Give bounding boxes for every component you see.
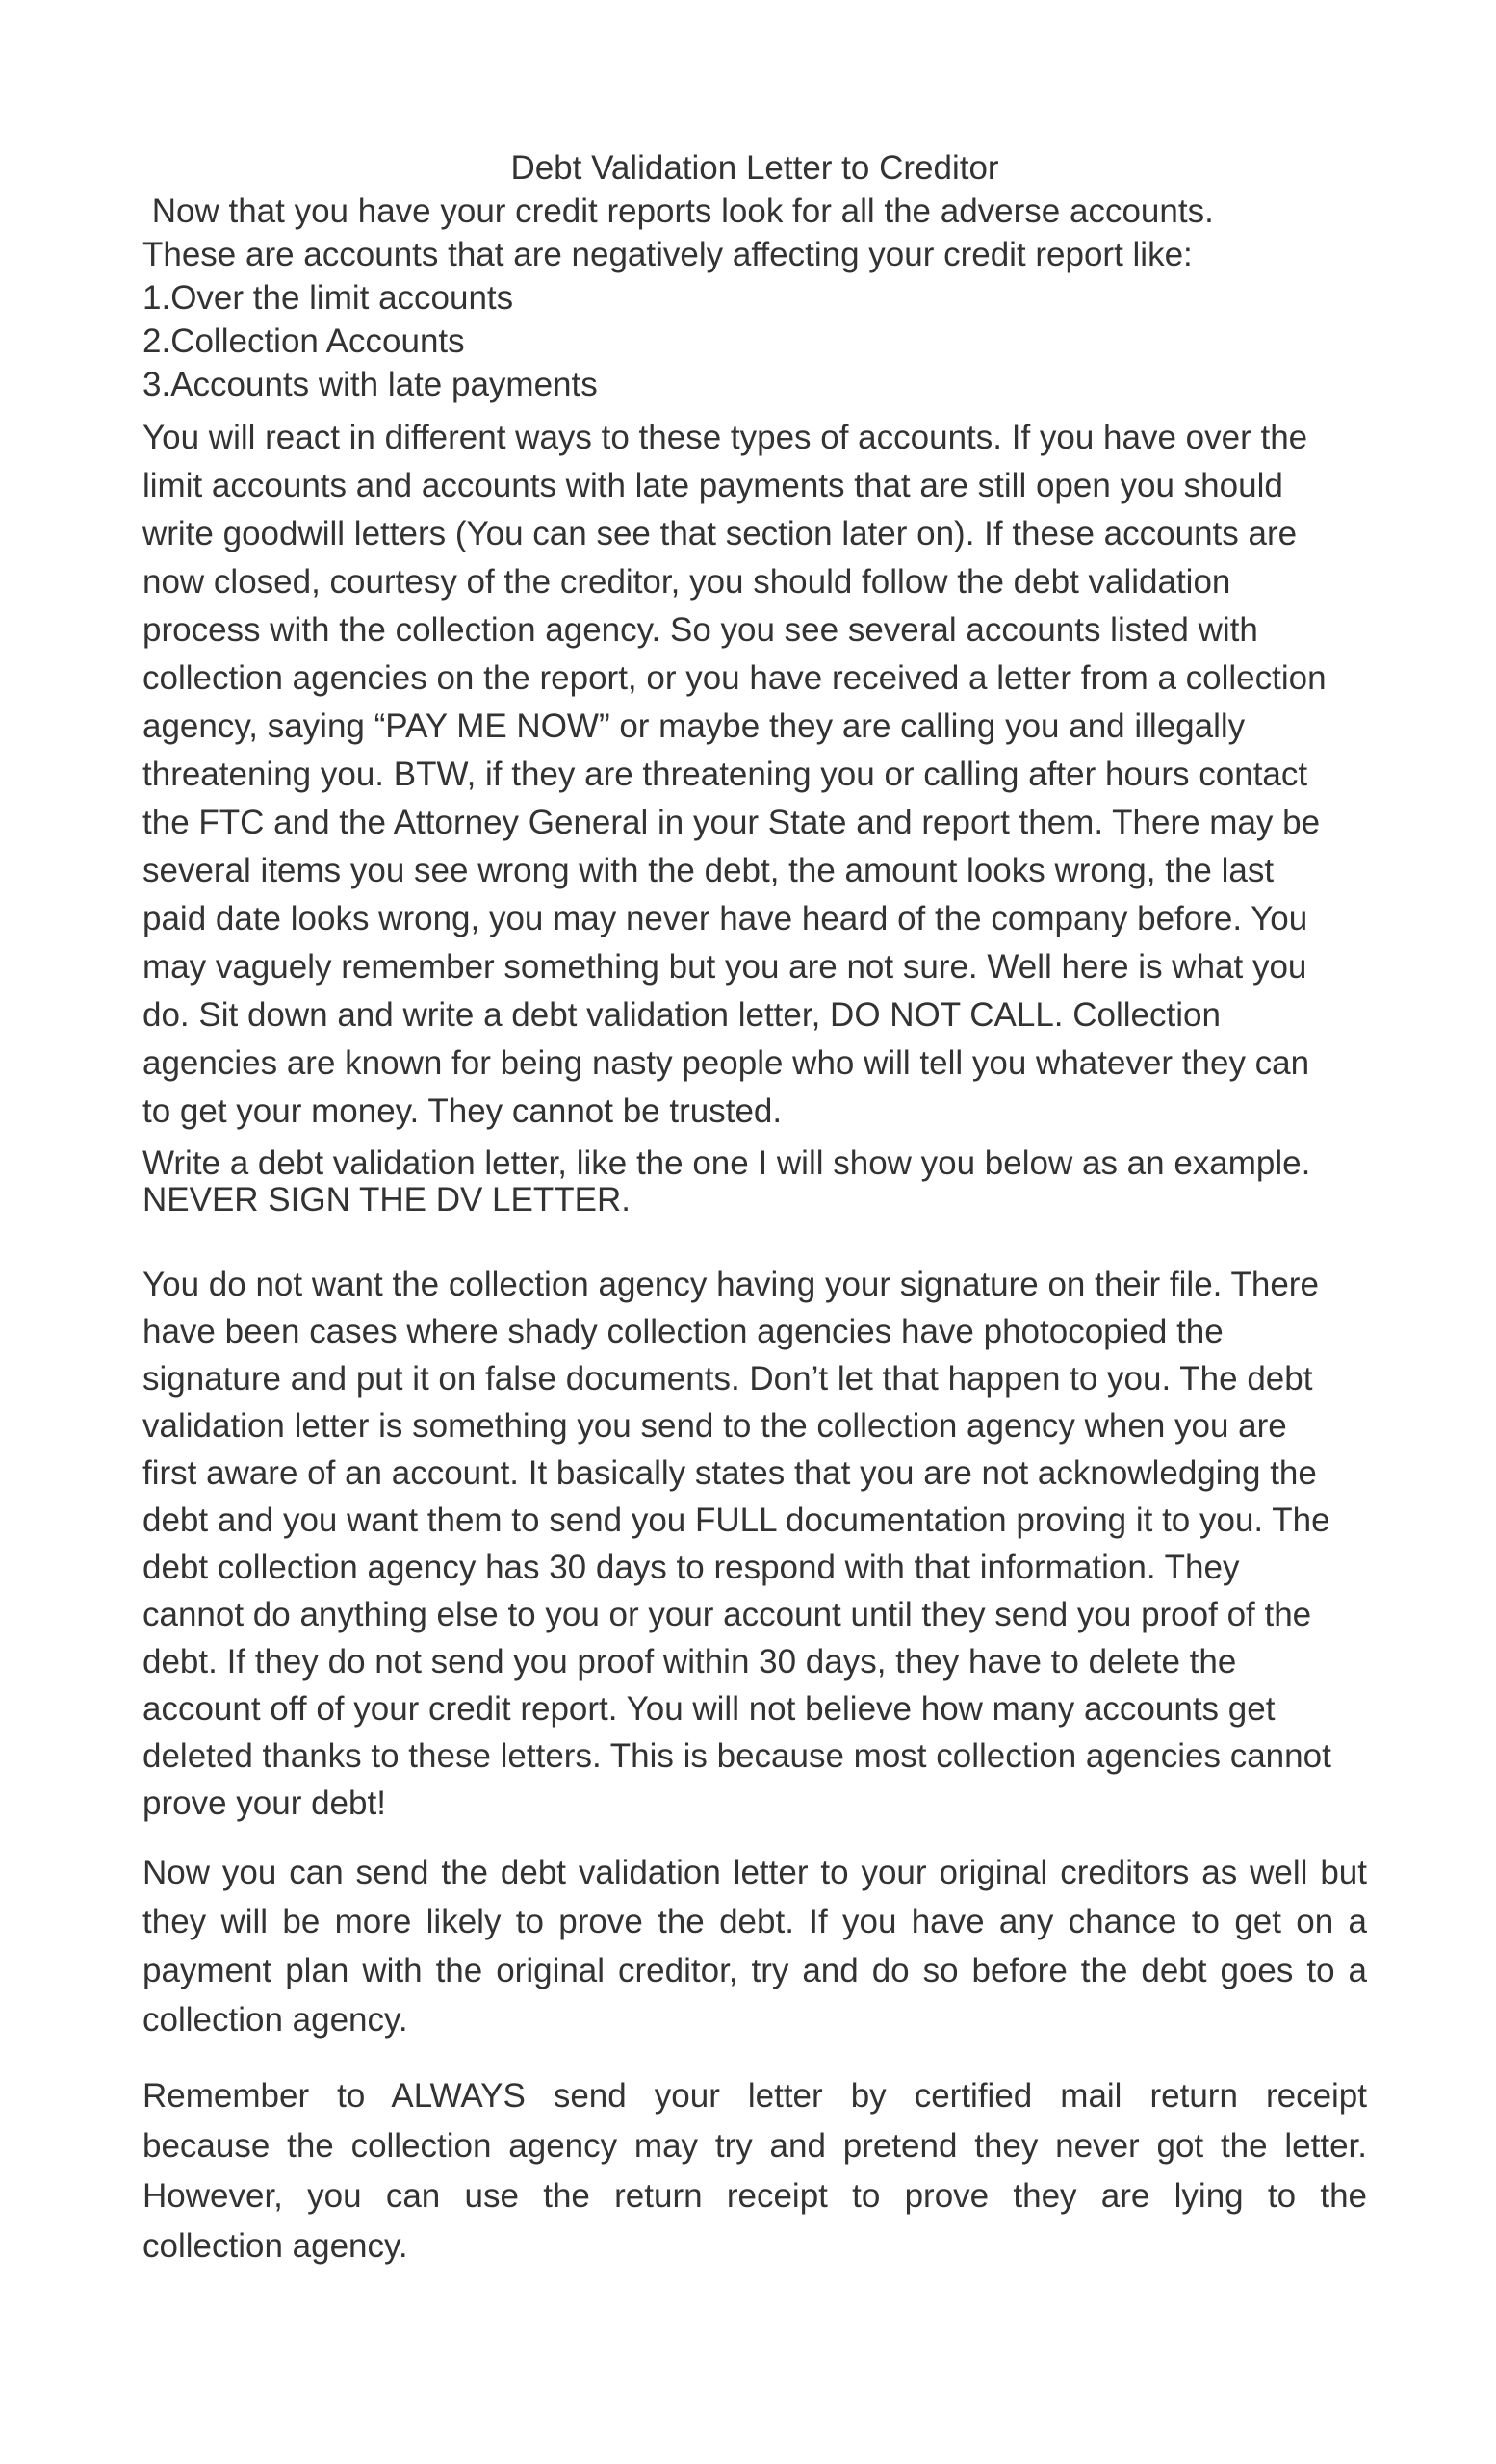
text-line: may vaguely remember something but you are not sure. Well here is what you [142, 948, 1307, 986]
text-line: NEVER SIGN THE DV LETTER. [142, 1181, 631, 1219]
text-line: payment plan with the original creditor, try and do so before the debt goes to a [142, 1952, 1367, 1989]
text-line: limit accounts and accounts with late payments that are still open you should [142, 467, 1283, 504]
text-line: debt. If they do not send you proof within 30 days, they have to delete the [142, 1643, 1237, 1681]
text-line: However, you can use the return receipt to prove they are lying to the [142, 2177, 1367, 2215]
text-line: now closed, courtesy of the creditor, you should follow the debt validation [142, 563, 1231, 601]
paragraph-original-creditors [142, 1848, 1367, 2044]
text-line: do. Sit down and write a debt validation letter, DO NOT CALL. Collection [142, 996, 1221, 1034]
text-line: 2.Collection Accounts [142, 322, 465, 360]
text-line: debt collection agency has 30 days to respond with that information. They [142, 1549, 1240, 1586]
text-line: collection agency. [142, 2227, 408, 2265]
text-line: agencies are known for being nasty people who will tell you whatever they can [142, 1044, 1310, 1082]
text-line: the FTC and the Attorney General in your State and report them. There may be [142, 804, 1321, 841]
text-line: collection agency. [142, 2001, 408, 2039]
text-line: prove your debt! [142, 1784, 386, 1822]
text-line: they will be more likely to prove the debt. If you have any chance to get on a [142, 1903, 1367, 1940]
text-line: These are accounts that are negatively affecting your credit report like: [142, 236, 1193, 273]
text-line: have been cases where shady collection agencies have photocopied the [142, 1313, 1224, 1350]
text-line: You will react in different ways to these types of accounts. If you have over the [142, 419, 1308, 456]
text-line: to get your money. They cannot be trusted. [142, 1092, 783, 1130]
text-line: debt and you want them to send you FULL documentation proving it to you. The [142, 1502, 1330, 1539]
text-line: Now that you have your credit reports look for all the adverse accounts. [142, 192, 1214, 230]
paragraph-write-dv-letter [142, 1145, 1367, 1219]
intro-section [142, 146, 1367, 406]
text-line: deleted thanks to these letters. This is because most collection agencies cannot [142, 1737, 1331, 1775]
text-line: account off of your credit report. You will not believe how many accounts get [142, 1690, 1276, 1728]
intro-lines [142, 190, 1367, 406]
text-line: agency, saying “PAY ME NOW” or maybe they are calling you and illegally [142, 707, 1246, 745]
text-line: Remember to ALWAYS send your letter by certified mail return receipt [142, 2077, 1367, 2115]
text-line: collection agencies on the report, or you have received a letter from a collection [142, 659, 1327, 697]
text-line: cannot do anything else to you or your account until they send you proof of the [142, 1596, 1312, 1633]
paragraph-react-advice [142, 414, 1367, 1136]
text-line: process with the collection agency. So you see several accounts listed with [142, 611, 1258, 649]
text-line: paid date looks wrong, you may never have heard of the company before. You [142, 900, 1308, 937]
document-title: Debt Validation Letter to Creditor [510, 149, 999, 187]
paragraph-certified-mail [142, 2071, 1367, 2272]
text-line: 1.Over the limit accounts [142, 279, 514, 317]
text-line: Write a debt validation letter, like the one I will show you below as an example. [142, 1144, 1311, 1182]
text-line: because the collection agency may try and pretend they never got the letter. [142, 2127, 1367, 2165]
text-line: first aware of an account. It basically states that you are not acknowledging the [142, 1454, 1317, 1492]
text-line: write goodwill letters (You can see that section later on). If these accounts are [142, 515, 1298, 552]
paragraph-signature-warning [142, 1261, 1367, 1827]
text-line: threatening you. BTW, if they are threatening you or calling after hours contact [142, 756, 1308, 793]
text-line: You do not want the collection agency having your signature on their file. There [142, 1266, 1319, 1303]
text-line: several items you see wrong with the debt, the amount looks wrong, the last [142, 852, 1275, 889]
text-line: validation letter is something you send to the collection agency when you are [142, 1407, 1287, 1445]
text-line: signature and put it on false documents. Don’t let that happen to you. The debt [142, 1360, 1313, 1398]
text-line: Now you can send the debt validation letter to your original creditors as well but [142, 1854, 1367, 1891]
text-line: 3.Accounts with late payments [142, 366, 598, 403]
